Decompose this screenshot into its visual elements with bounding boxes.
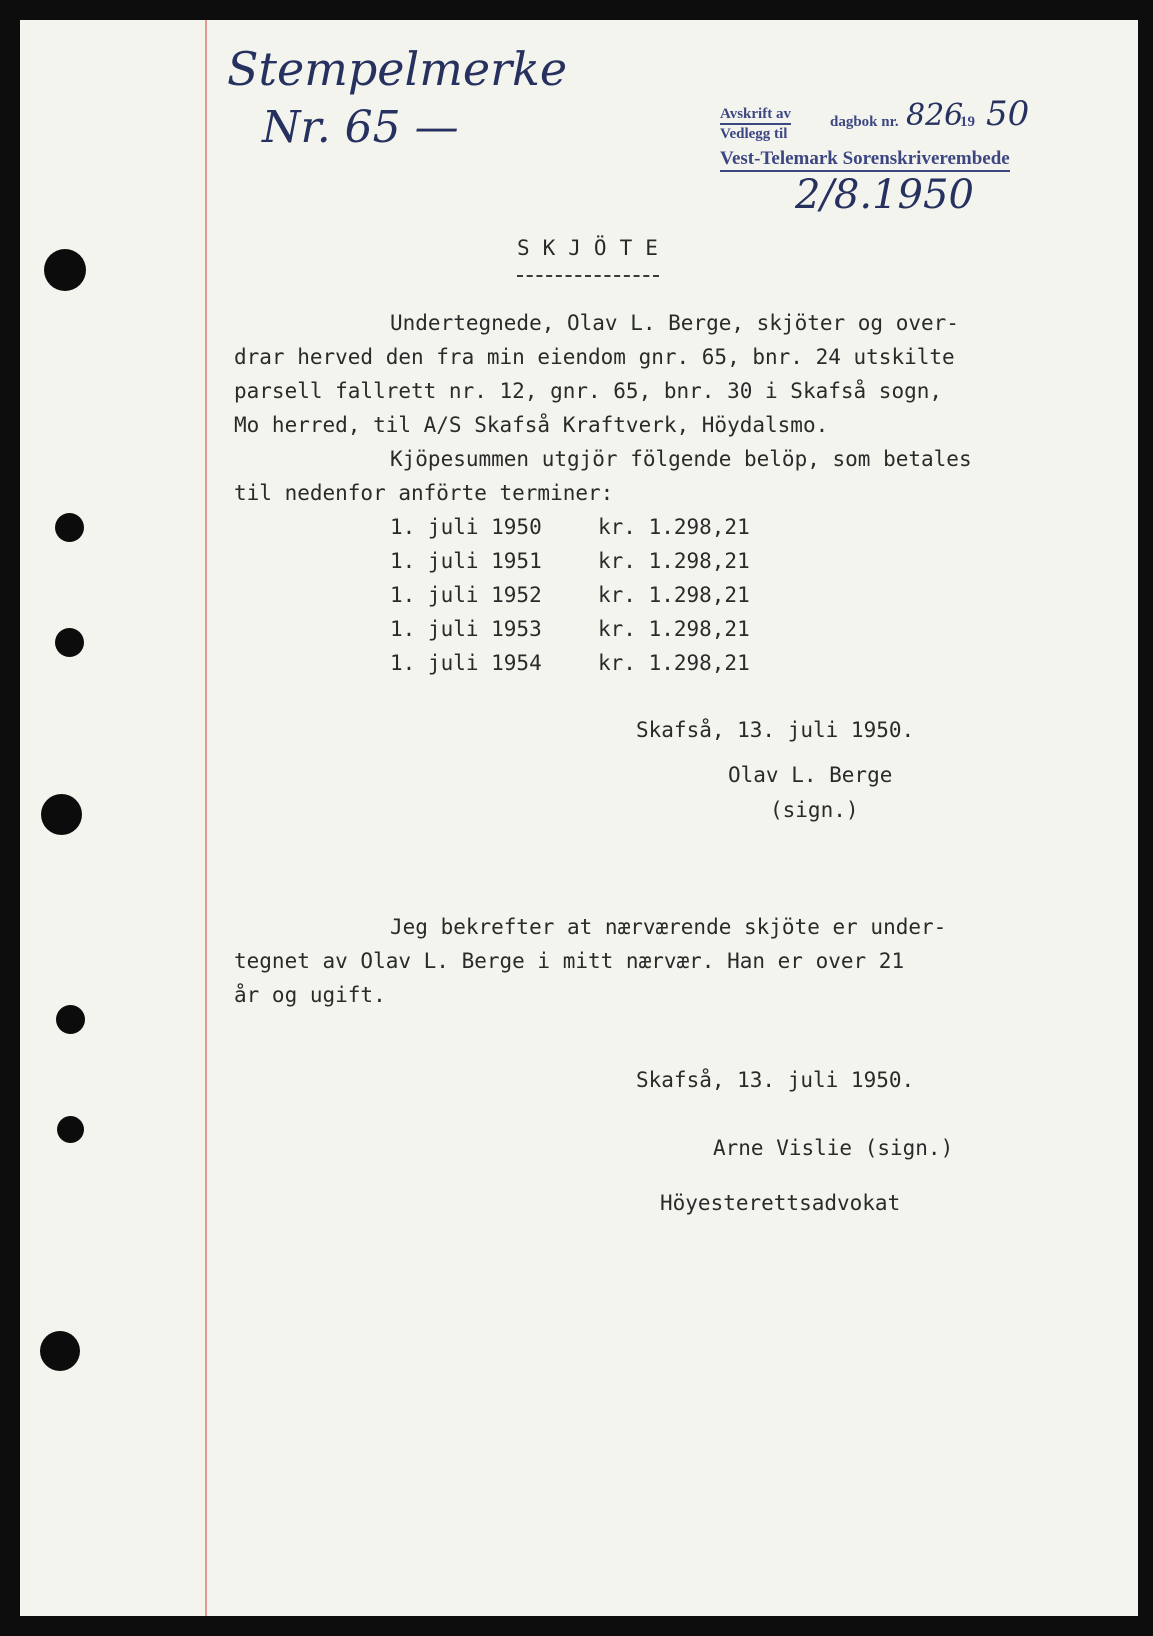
installment-amount: kr. 1.298,21 xyxy=(598,617,750,641)
body-line: Mo herred, til A/S Skafså Kraftverk, Höydalsmo. xyxy=(234,413,829,437)
installment-date: 1. juli 1950 xyxy=(390,515,542,539)
body-line: Kjöpesummen utgjör fölgende belöp, som betales xyxy=(390,447,972,471)
installment-amount: kr. 1.298,21 xyxy=(598,549,750,573)
installment-amount: kr. 1.298,21 xyxy=(598,515,750,539)
margin-line xyxy=(205,20,207,1616)
installment-date: 1. juli 1953 xyxy=(390,617,542,641)
stamp-office-name: Vest-Telemark Sorenskriverembede xyxy=(720,148,1010,172)
stamp-year-prefix: 19 xyxy=(960,114,975,130)
body-line: drar herved den fra min eiendom gnr. 65, bnr. 24 utskilte xyxy=(234,345,955,369)
signer-title: Höyesterettsadvokat xyxy=(660,1191,901,1215)
place-date: Skafså, 13. juli 1950. xyxy=(636,1068,915,1092)
body-line: til nedenfor anförte terminer: xyxy=(234,481,614,505)
punch-hole xyxy=(57,1116,84,1143)
place-date: Skafså, 13. juli 1950. xyxy=(636,718,915,742)
installment-amount: kr. 1.298,21 xyxy=(598,583,750,607)
signed-note: (sign.) xyxy=(770,798,859,822)
witness-line: tegnet av Olav L. Berge i mitt nærvær. Han er over 21 xyxy=(234,949,905,973)
stamp-dagbok-label: dagbok nr. xyxy=(830,114,899,130)
handwritten-stamp-note: Stempelmerke xyxy=(227,42,568,96)
punch-hole xyxy=(40,1331,80,1371)
stamp-vedlegg: Vedlegg til xyxy=(720,126,788,142)
punch-hole xyxy=(56,1005,85,1034)
stamp-avskrift: Avskrift av xyxy=(720,106,791,125)
punch-hole xyxy=(41,794,82,835)
witness-line: år og ugift. xyxy=(234,983,386,1007)
body-line: parsell fallrett nr. 12, gnr. 65, bnr. 30 i Skafså sogn, xyxy=(234,379,943,403)
installment-date: 1. juli 1954 xyxy=(390,651,542,675)
signer-name: Olav L. Berge xyxy=(728,763,893,787)
installment-date: 1. juli 1951 xyxy=(390,549,542,573)
signer-name: Arne Vislie (sign.) xyxy=(713,1136,954,1160)
handwritten-stamp-number: Nr. 65 — xyxy=(262,102,459,153)
title-underline xyxy=(517,275,659,277)
punch-hole xyxy=(55,513,84,542)
handwritten-date: 2/8.1950 xyxy=(795,172,974,218)
document-page xyxy=(20,20,1138,1616)
punch-hole xyxy=(55,628,84,657)
installment-amount: kr. 1.298,21 xyxy=(598,651,750,675)
witness-line: Jeg bekrefter at nærværende skjöte er under- xyxy=(390,915,947,939)
document-title: SKJÖTE xyxy=(517,236,671,260)
installment-date: 1. juli 1952 xyxy=(390,583,542,607)
punch-hole xyxy=(44,249,86,291)
handwritten-journal-number: 826 xyxy=(906,98,964,133)
body-line: Undertegnede, Olav L. Berge, skjöter og over- xyxy=(390,311,959,335)
handwritten-journal-year: 50 xyxy=(986,94,1030,134)
